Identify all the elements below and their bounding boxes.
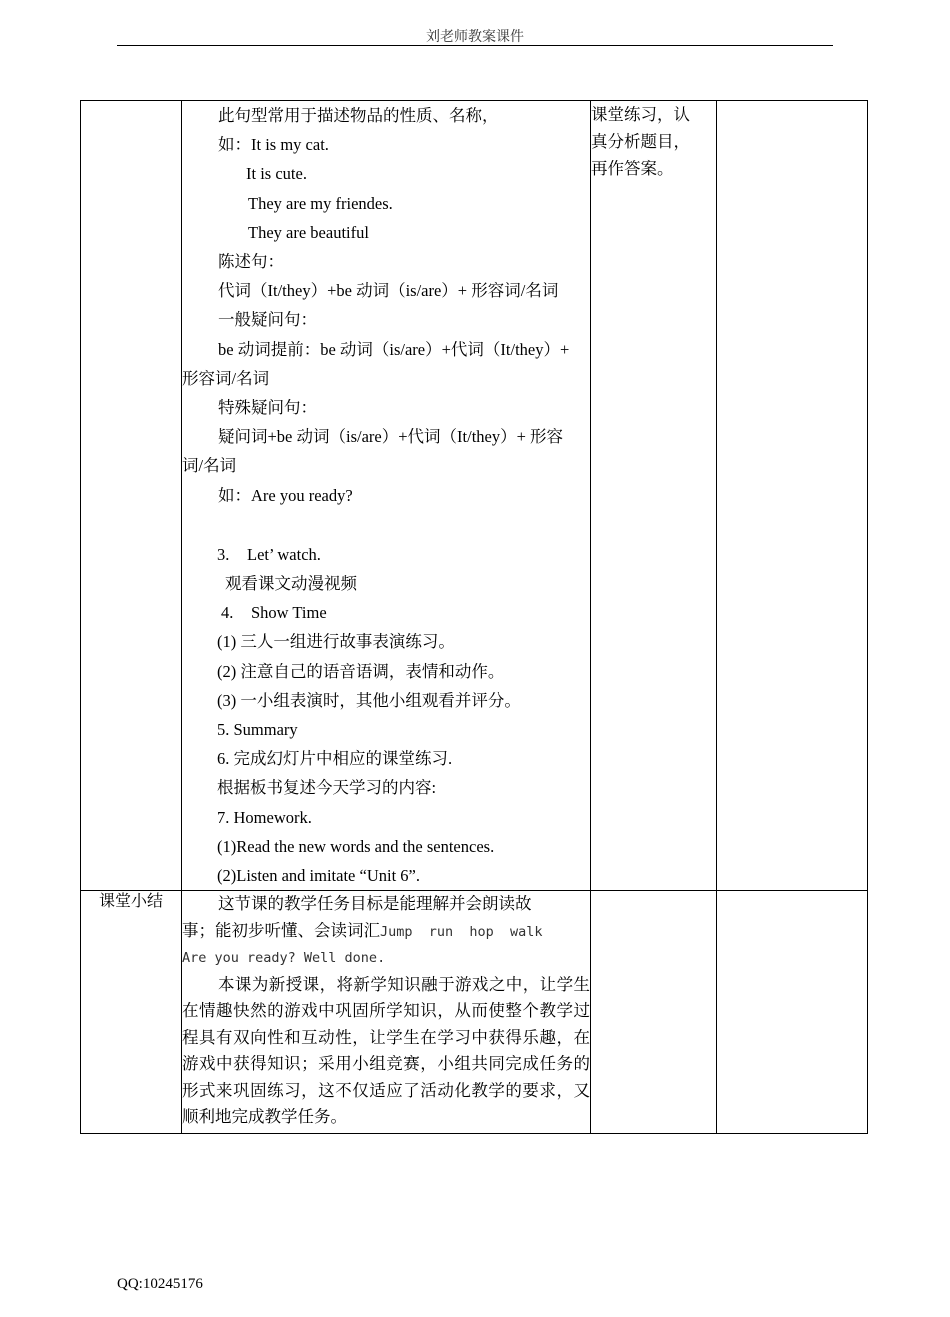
step-6: 6. 完成幻灯片中相应的课堂练习. — [217, 749, 453, 769]
step-number: 3. — [217, 544, 230, 564]
table-row-summary — [81, 891, 868, 1134]
lesson-plan-table — [80, 100, 868, 1134]
review-line: 根据板书复述今天学习的内容: — [217, 778, 437, 798]
yesno-title: 一般疑问句： — [218, 310, 317, 330]
statement-rule: 代词（It/they）+be 动词（is/are）+ 形容词/名词 — [218, 281, 559, 301]
summary-vocab-intro: 事；能初步听懂、会读词汇 — [182, 920, 380, 940]
wh-title: 特殊疑问句： — [218, 398, 317, 418]
summary-activity-cell — [591, 891, 717, 1134]
table-row-procedure — [81, 101, 868, 891]
summary-phrases: Are you ready? Well done. — [182, 950, 386, 967]
activity-line: 课堂练习，认 — [591, 105, 690, 124]
summary-line: 这节课的教学任务目标是能理解并会朗读故 — [218, 894, 532, 914]
show-time-item: (2) 注意自己的语音语调，表情和动作。 — [217, 661, 505, 681]
homework-item: (1)Read the new words and the sentences. — [217, 836, 495, 856]
step-title: Let’ watch. — [247, 544, 321, 564]
summary-content-cell — [182, 891, 591, 1134]
example-line: 如：Are you ready? — [218, 485, 353, 505]
step-4 — [182, 598, 590, 627]
vocab-words: Jump run hop walk — [380, 923, 543, 940]
statement-title: 陈述句： — [218, 252, 284, 272]
procedure-intro: 此句型常用于描述物品的性质、名称， — [218, 106, 499, 125]
show-time-item: (3) 一小组表演时，其他小组观看并评分。 — [217, 690, 521, 710]
summary-label: 课堂小结 — [98, 893, 163, 911]
notes-cell — [717, 101, 868, 891]
example-line: 如：It is my cat. — [218, 135, 329, 155]
example-line: They are beautiful — [248, 222, 369, 242]
wh-rule: 疑问词+be 动词（is/are）+代词（It/they）+ 形容 — [218, 427, 564, 447]
yesno-rule-cont: 形容词/名词 — [182, 368, 270, 388]
summary-notes-cell — [717, 891, 868, 1134]
stage-label-cell — [81, 101, 182, 891]
step-3-desc: 观看课文动漫视频 — [225, 574, 357, 594]
header-rule — [117, 45, 833, 46]
activity-line: 真分析题目， — [591, 132, 690, 151]
page-header-title: 刘老师教案课件 — [426, 30, 524, 45]
homework-item: (2)Listen and imitate “Unit 6”. — [217, 866, 420, 886]
summary-label-cell — [81, 891, 182, 1134]
step-number: 4. — [221, 603, 234, 623]
show-time-item: (1) 三人一组进行故事表演练习。 — [217, 632, 455, 652]
example-line: They are my friendes. — [248, 193, 393, 213]
summary-paragraph: 本课为新授课，将新学知识融于游戏之中，让学生在情趣快然的游戏中巩固所学知识，从而使整个教学过程具有双向性和互动性，让学生在学习中获得乐趣，在游戏中获得知识；采用小组竞赛，小组共同完成任务的形式来巩固练习，这不仅适应了活动化教学的要求，又顺利地完成教学任务。 — [182, 974, 590, 1127]
footer-contact: QQ:10245176 — [117, 1276, 203, 1292]
wh-rule-cont: 词/名词 — [182, 456, 237, 476]
student-activity-cell — [591, 101, 717, 891]
activity-line: 再作答案。 — [591, 159, 674, 178]
procedure-cell — [182, 101, 591, 891]
step-3 — [182, 540, 590, 569]
summary-vocab-line — [182, 918, 590, 946]
step-title: Show Time — [251, 603, 327, 623]
step-7: 7. Homework. — [217, 807, 312, 827]
example-line: It is cute. — [246, 164, 307, 184]
yesno-rule: be 动词提前：be 动词（is/are）+代词（It/they）+ — [218, 339, 570, 359]
step-5: 5. Summary — [217, 720, 298, 740]
